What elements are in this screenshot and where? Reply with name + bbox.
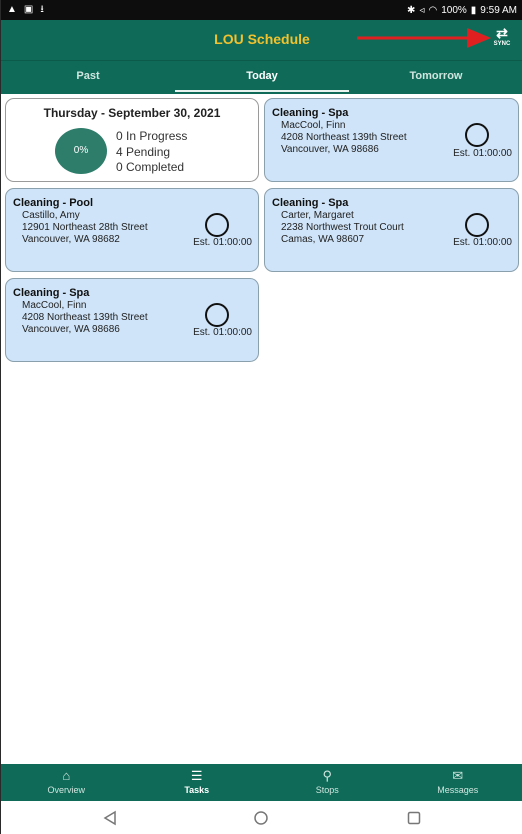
in-progress-count: 0 In Progress [116, 129, 188, 143]
task-card[interactable] [5, 278, 259, 362]
annotation-arrow-icon [357, 26, 491, 50]
mail-icon: ✉ [452, 768, 464, 783]
task-title: Cleaning - Spa [272, 107, 349, 119]
recents-icon[interactable] [406, 810, 422, 826]
battery-icon: ▮ [470, 4, 477, 16]
system-nav-bar [1, 801, 522, 834]
bluetooth-icon: ✱ [407, 4, 416, 16]
warning-icon: ▲ [7, 4, 17, 15]
wifi-icon: ◠ [428, 4, 438, 16]
task-city: Vancouver, WA 98686 [22, 324, 120, 335]
sync-label: SYNC [493, 41, 511, 47]
app-title: LOU Schedule [214, 31, 310, 47]
bottom-nav [1, 764, 522, 801]
nav-label: Messages [437, 785, 479, 795]
nav-stops[interactable] [262, 764, 393, 801]
task-customer: MacCool, Finn [22, 300, 87, 311]
task-city: Camas, WA 98607 [281, 234, 365, 245]
home-button-icon[interactable] [253, 810, 269, 826]
nav-overview[interactable] [1, 764, 132, 801]
task-card[interactable] [264, 98, 519, 182]
sync-button[interactable] [491, 26, 513, 48]
task-estimate: Est. 01:00:00 [453, 237, 512, 248]
tab-today[interactable]: Today [175, 61, 349, 94]
nav-label: Tasks [184, 785, 210, 795]
task-title: Cleaning - Spa [13, 287, 90, 299]
task-title: Cleaning - Pool [13, 197, 94, 209]
task-status-circle-icon[interactable] [205, 213, 229, 237]
nav-messages[interactable] [393, 764, 522, 801]
progress-circle: 0% [55, 128, 107, 174]
nav-tasks[interactable] [132, 764, 263, 801]
download-icon: ⭳ [40, 4, 44, 15]
day-summary-card [5, 98, 259, 182]
task-street: 4208 Northeast 139th Street [22, 312, 148, 323]
map-pin-icon: ⚲ [322, 768, 333, 783]
task-estimate: Est. 01:00:00 [453, 148, 512, 159]
task-status-circle-icon[interactable] [465, 213, 489, 237]
completed-count: 0 Completed [116, 160, 185, 174]
tab-tomorrow[interactable]: Tomorrow [409, 70, 463, 82]
task-card[interactable] [264, 188, 519, 272]
battery-percent: 100% [441, 4, 467, 16]
task-city: Vancouver, WA 98686 [281, 144, 379, 155]
task-title: Cleaning - Spa [272, 197, 349, 209]
sync-arrows-icon: ⇄ [496, 25, 508, 41]
task-card[interactable] [5, 188, 259, 272]
pending-count: 4 Pending [116, 145, 171, 159]
summary-date: Thursday - September 30, 2021 [43, 106, 221, 120]
task-customer: MacCool, Finn [281, 120, 346, 131]
task-customer: Castillo, Amy [22, 210, 80, 221]
task-grid [1, 94, 522, 764]
clock: 9:59 AM [480, 4, 517, 16]
task-customer: Carter, Margaret [281, 210, 354, 221]
task-city: Vancouver, WA 98682 [22, 234, 120, 245]
task-street: 12901 Northeast 28th Street [22, 222, 148, 233]
task-street: 2238 Northwest Trout Court [281, 222, 404, 233]
nav-label: Overview [47, 785, 85, 795]
mute-icon: ◃ [419, 4, 425, 16]
image-icon: ▣ [23, 4, 34, 15]
nav-label: Stops [315, 785, 339, 795]
task-status-circle-icon[interactable] [205, 303, 229, 327]
task-estimate: Est. 01:00:00 [193, 237, 252, 248]
list-icon: ☰ [190, 768, 203, 783]
task-estimate: Est. 01:00:00 [193, 327, 252, 338]
status-bar [1, 0, 522, 20]
day-tabs [1, 60, 522, 94]
tab-past[interactable]: Past [76, 70, 100, 82]
home-icon: ⌂ [62, 768, 71, 783]
back-icon[interactable] [102, 810, 118, 826]
task-street: 4208 Northeast 139th Street [281, 132, 407, 143]
task-status-circle-icon[interactable] [465, 123, 489, 147]
